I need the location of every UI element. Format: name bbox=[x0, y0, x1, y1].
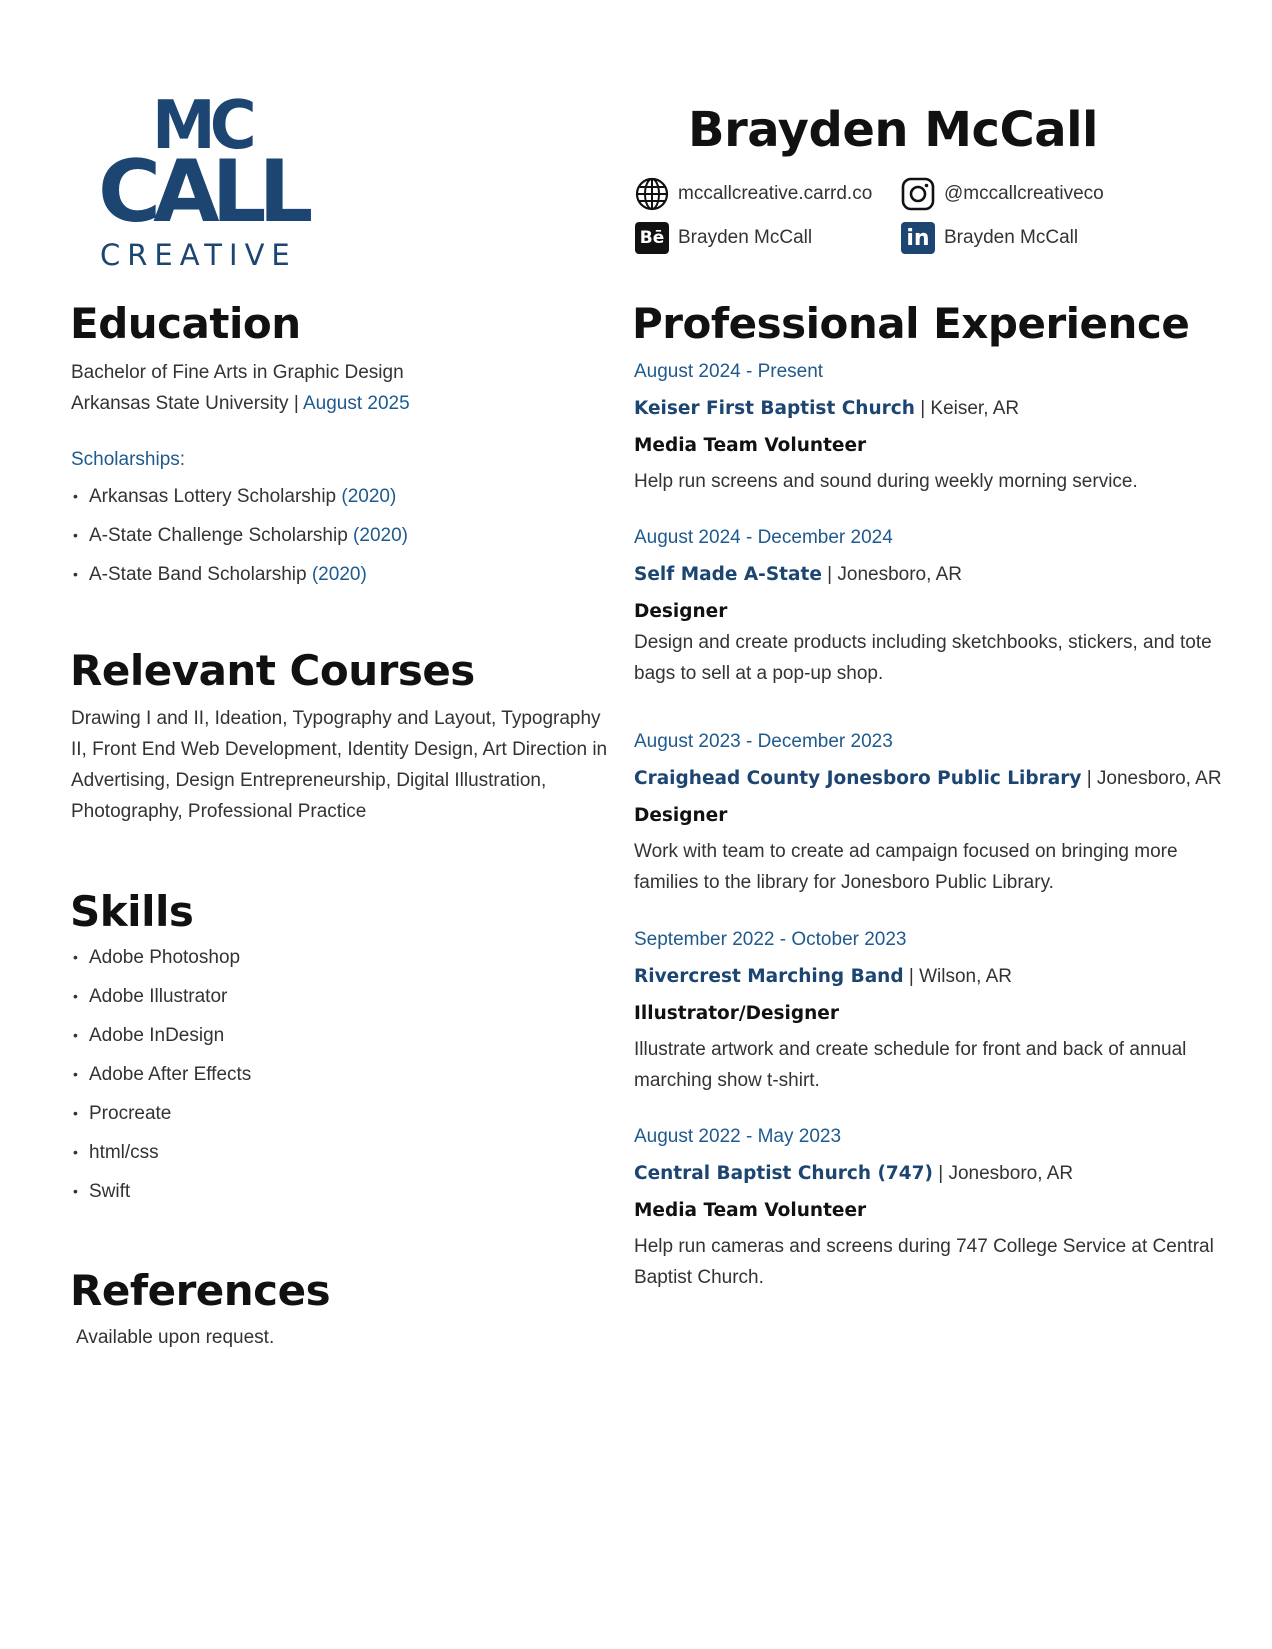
contact-list bbox=[634, 174, 1234, 264]
job-entry bbox=[634, 727, 1224, 898]
list-item: • A-State Band Scholarship (2020) bbox=[71, 555, 591, 594]
job-location: | Jonesboro, AR bbox=[938, 1163, 1074, 1184]
job-role: Designer bbox=[634, 805, 728, 826]
logo-line-2: CALL bbox=[98, 142, 306, 242]
job-location: | Jonesboro, AR bbox=[827, 564, 963, 585]
job-description: Help run screens and sound during weekly morning service. bbox=[634, 471, 1138, 492]
linkedin-icon bbox=[900, 220, 936, 256]
job-entry bbox=[634, 357, 1224, 497]
list-item: • Adobe Illustrator bbox=[71, 977, 471, 1016]
job-role: Media Team Volunteer bbox=[634, 1200, 867, 1221]
job-org-line bbox=[634, 764, 1224, 801]
list-item: • html/css bbox=[71, 1133, 471, 1172]
scholarship-year: (2020) bbox=[341, 486, 397, 507]
job-org: Rivercrest Marching Band bbox=[634, 966, 904, 987]
job-location: | Jonesboro, AR bbox=[1086, 768, 1222, 789]
education-separator: | bbox=[293, 393, 299, 414]
education-school-line bbox=[71, 388, 410, 419]
job-role: Illustrator/Designer bbox=[634, 1003, 839, 1024]
contact-behance-text: Brayden McCall bbox=[678, 227, 813, 248]
skills-heading: Skills bbox=[70, 887, 194, 936]
job-org-line bbox=[634, 560, 1224, 597]
linkedin-glyph: in bbox=[901, 222, 935, 254]
behance-glyph: Bē bbox=[635, 222, 669, 254]
instagram-icon bbox=[900, 176, 936, 212]
list-item: • Procreate bbox=[71, 1094, 471, 1133]
list-item: • Adobe InDesign bbox=[71, 1016, 471, 1055]
job-org-line bbox=[634, 394, 1224, 431]
job-entry bbox=[634, 1122, 1224, 1293]
job-org: Keiser First Baptist Church bbox=[634, 398, 915, 419]
globe-icon bbox=[634, 176, 670, 212]
skills-list bbox=[71, 938, 471, 1211]
name-heading: Brayden McCall bbox=[688, 102, 1098, 158]
scholarship-year: (2020) bbox=[311, 564, 367, 585]
job-org: Craighead County Jonesboro Public Library bbox=[634, 768, 1082, 789]
contact-linkedin[interactable] bbox=[900, 218, 1078, 258]
job-description: Design and create products including sketchbooks, stickers, and tote bags to sell at a pop-up shop. bbox=[634, 632, 1212, 684]
job-org: Central Baptist Church (747) bbox=[634, 1163, 933, 1184]
logo bbox=[98, 87, 306, 276]
courses-text: Drawing I and II, Ideation, Typography and Layout, Typography II, Front End Web Development, Identity Design, Art Direction in Advertising, Design Entrepreneurship, Digital Illustration, Photography, Professional Practice bbox=[71, 708, 608, 822]
list-item: • A-State Challenge Scholarship (2020) bbox=[71, 516, 591, 555]
behance-icon bbox=[634, 220, 670, 256]
courses-heading: Relevant Courses bbox=[70, 646, 475, 695]
job-date: August 2023 - December 2023 bbox=[634, 731, 893, 752]
scholarships-label: Scholarships: bbox=[71, 449, 186, 470]
education-degree: Bachelor of Fine Arts in Graphic Design bbox=[71, 362, 404, 383]
contact-website[interactable] bbox=[634, 174, 872, 214]
list-item: • Adobe Photoshop bbox=[71, 938, 471, 977]
references-text: Available upon request. bbox=[76, 1327, 275, 1348]
scholarship-year: (2020) bbox=[353, 525, 408, 546]
job-role: Media Team Volunteer bbox=[634, 435, 867, 456]
job-entry bbox=[634, 523, 1224, 689]
job-org: Self Made A-State bbox=[634, 564, 822, 585]
education-school: Arkansas State University bbox=[71, 393, 289, 414]
references-heading: References bbox=[70, 1266, 331, 1315]
logo-line-1: MC bbox=[152, 87, 251, 165]
experience-heading: Professional Experience bbox=[632, 299, 1190, 348]
contact-instagram[interactable] bbox=[900, 174, 1104, 214]
job-location: | Wilson, AR bbox=[908, 966, 1013, 987]
job-date: August 2024 - December 2024 bbox=[634, 527, 893, 548]
job-location: | Keiser, AR bbox=[920, 398, 1020, 419]
contact-linkedin-text: Brayden McCall bbox=[944, 227, 1079, 248]
job-org-line bbox=[634, 962, 1224, 999]
job-description: Work with team to create ad campaign focused on bringing more families to the library for Jonesboro Public Library. bbox=[634, 841, 1178, 893]
list-item: • Arkansas Lottery Scholarship (2020) bbox=[71, 477, 591, 516]
job-description: Help run cameras and screens during 747 College Service at Central Baptist Church. bbox=[634, 1236, 1214, 1288]
job-date: August 2022 - May 2023 bbox=[634, 1126, 842, 1147]
list-item: • Adobe After Effects bbox=[71, 1055, 471, 1094]
education-grad-date: August 2025 bbox=[302, 393, 410, 414]
contact-instagram-text: @mccallcreativeco bbox=[944, 183, 1104, 204]
job-date: August 2024 - Present bbox=[634, 361, 824, 382]
job-date: September 2022 - October 2023 bbox=[634, 929, 907, 950]
logo-line-3: CREATIVE bbox=[100, 238, 297, 272]
education-heading: Education bbox=[70, 299, 301, 348]
contact-behance[interactable] bbox=[634, 218, 812, 258]
scholarship-list bbox=[71, 477, 591, 594]
job-org-line bbox=[634, 1159, 1224, 1196]
job-description: Illustrate artwork and create schedule for front and back of annual marching show t-shirt. bbox=[634, 1039, 1187, 1091]
job-role: Designer bbox=[634, 601, 728, 622]
list-item: • Swift bbox=[71, 1172, 471, 1211]
job-entry bbox=[634, 925, 1224, 1096]
contact-website-text: mccallcreative.carrd.co bbox=[678, 183, 873, 204]
